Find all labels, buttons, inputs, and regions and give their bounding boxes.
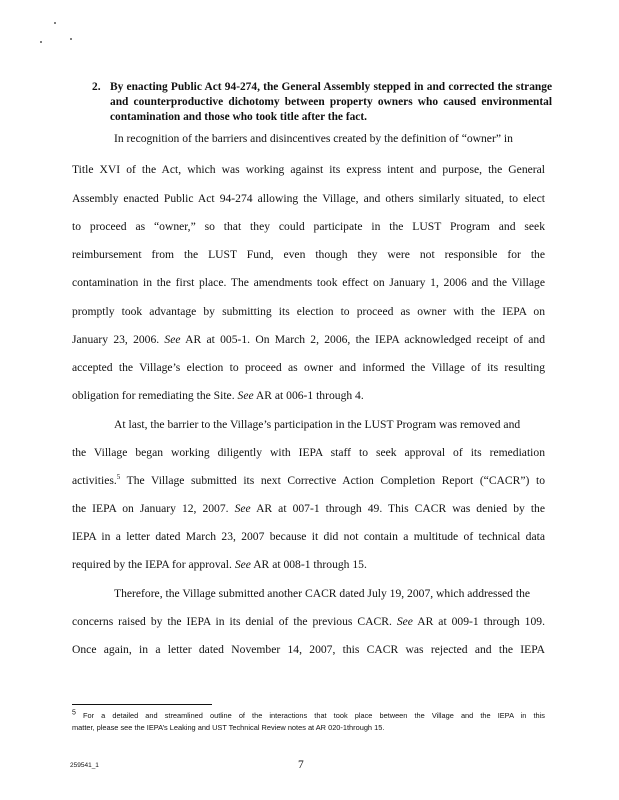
body-line: Once again, in a letter dated November 14, 2007, this CACR was rejected and the IEPA [72, 643, 545, 656]
body-line: accepted the Village’s election to proceed as owner and informed the Village of its resulting [72, 361, 545, 374]
heading-number: 2. [92, 81, 101, 93]
footnote-reference[interactable]: 5 [116, 473, 121, 482]
body-line: obligation for remediating the Site. See AR at 006-1 through 4. [72, 389, 364, 402]
footnote [72, 710, 545, 734]
body-line: required by the IEPA for approval. See AR at 008-1 through 15. [72, 558, 367, 571]
body-line: IEPA in a letter dated March 23, 2007 because it did not contain a multitude of technical data [72, 530, 545, 543]
scan-speck [70, 38, 72, 40]
section-heading [92, 80, 552, 125]
footnote-line: matter, please see the IEPA’s Leaking and UST Technical Review notes at AR 020-1through 15. [72, 723, 385, 732]
body-line: the Village began working diligently with IEPA staff to seek approval of its remediation [72, 446, 545, 459]
body-line: January 23, 2006. See AR at 005-1. On March 2, 2006, the IEPA acknowledged receipt of and [72, 333, 545, 346]
heading-text: By enacting Public Act 94-274, the General Assembly stepped in and corrected the strange and counterproductive dichotomy between property owners who caused environmental contamination and those who took title after the fact. [110, 81, 552, 123]
body-line: Title XVI of the Act, which was working against its express intent and purpose, the General [72, 163, 545, 176]
page-number: 7 [298, 759, 304, 771]
body-line: Assembly enacted Public Act 94-274 allowing the Village, and others similarly situated, to elect [72, 192, 545, 205]
body-line: the IEPA on January 12, 2007. See AR at 007-1 through 49. This CACR was denied by the [72, 502, 545, 515]
body-line: Therefore, the Village submitted another CACR dated July 19, 2007, which addressed the [114, 587, 531, 600]
scan-speck [54, 22, 56, 24]
body-line: contamination in the first place. The amendments took effect on January 1, 2006 and the Village [72, 276, 545, 289]
body-line: reimbursement from the LUST Fund, even though they were not responsible for the [72, 248, 545, 261]
document-id: 259541_1 [70, 762, 99, 769]
body-line: At last, the barrier to the Village’s participation in the LUST Program was removed and [114, 418, 521, 431]
footnote-divider [72, 704, 212, 705]
body-line: activities.$^5$ The Village submitted its next Corrective Action Completion Report (“CACR”) to [72, 473, 545, 487]
scan-speck [40, 41, 42, 43]
body-line: In recognition of the barriers and disincentives created by the definition of “owner” in [114, 132, 513, 145]
body-line: to proceed as “owner,” so that they could participate in the LUST Program and seek [72, 220, 545, 233]
footnote-line: $^5$ For a detailed and streamlined outline of the interactions that took place between the Village and the IEPA in this [72, 709, 545, 720]
body-line: promptly took advantage by submitting its election to proceed as owner with the IEPA on [72, 305, 545, 318]
body-line: concerns raised by the IEPA in its denial of the previous CACR. See AR at 009-1 through 109. [72, 615, 545, 628]
footnote-marker: 5 [72, 709, 76, 717]
